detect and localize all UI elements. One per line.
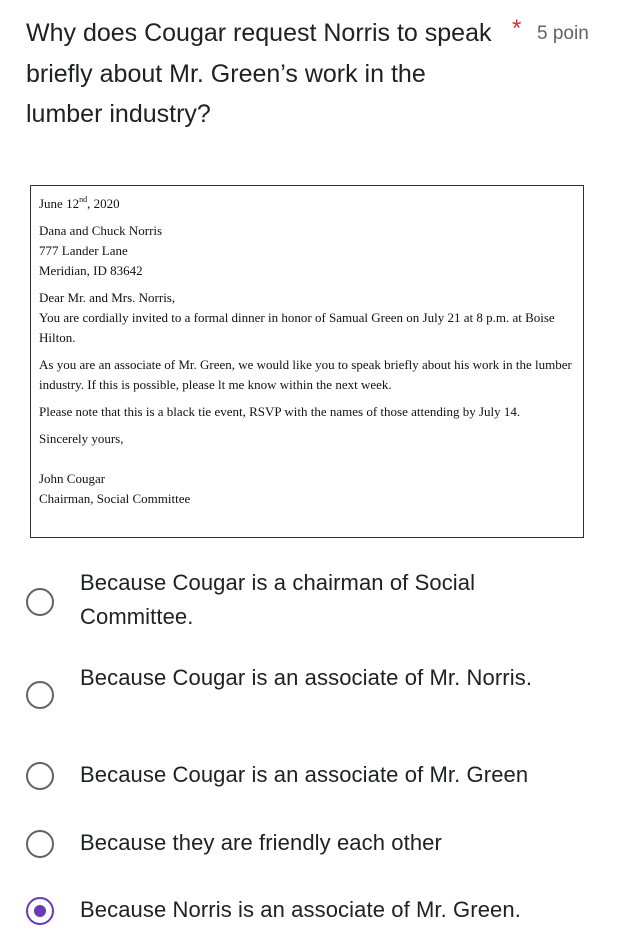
letter-salutation: Dear Mr. and Mrs. Norris, (39, 290, 176, 305)
letter-recipient-name: Dana and Chuck Norris (39, 223, 163, 238)
letter-date-ordinal: nd (79, 195, 88, 204)
letter-signer-title: Chairman, Social Committee (39, 491, 191, 506)
answer-option-label-3[interactable]: Because Cougar is an associate of Mr. Green (80, 762, 529, 787)
letter-address-line2: Meridian, ID 83642 (39, 263, 143, 278)
letter-address-line1: 777 Lander Lane (39, 243, 128, 258)
radio-button-3[interactable] (26, 762, 54, 790)
radio-selected-dot (34, 905, 46, 917)
letter-closing: Sincerely yours, (39, 431, 124, 446)
question-title: Why does Cougar request Norris to speak briefly about Mr. Green’s work in the lumber industry? (26, 19, 492, 128)
letter-date-month-day: June 12 (39, 196, 80, 211)
radio-button-5-selected[interactable] (26, 897, 54, 925)
letter-date-year: , 2020 (87, 196, 120, 211)
answer-option-label-5[interactable]: Because Norris is an associate of Mr. Green. (80, 897, 521, 922)
radio-button-2[interactable] (26, 681, 54, 709)
letter-paragraph-1: You are cordially invited to a formal dinner in honor of Samual Green on July 21 at 8 p.m. at Boise Hilton. (39, 310, 555, 345)
answer-option-label-2[interactable]: Because Cougar is an associate of Mr. Norris. (80, 665, 533, 690)
answer-option-label-4[interactable]: Because they are friendly each other (80, 830, 442, 855)
letter-date (39, 194, 577, 214)
points-label: 5 poin (537, 23, 589, 44)
required-asterisk: * (512, 15, 522, 42)
radio-button-4[interactable] (26, 830, 54, 858)
letter-image (30, 185, 584, 538)
letter-paragraph-3: Please note that this is a black tie event, RSVP with the names of those attending by July 14. (39, 404, 521, 419)
answer-option-label-1[interactable]: Because Cougar is a chairman of Social Committee. (80, 570, 476, 629)
radio-button-1[interactable] (26, 588, 54, 616)
letter-paragraph-2: As you are an associate of Mr. Green, we would like you to speak briefly about his work in the lumber industry. If this is possible, please lt me know within the next week. (39, 357, 572, 392)
letter-signer-name: John Cougar (39, 471, 106, 486)
